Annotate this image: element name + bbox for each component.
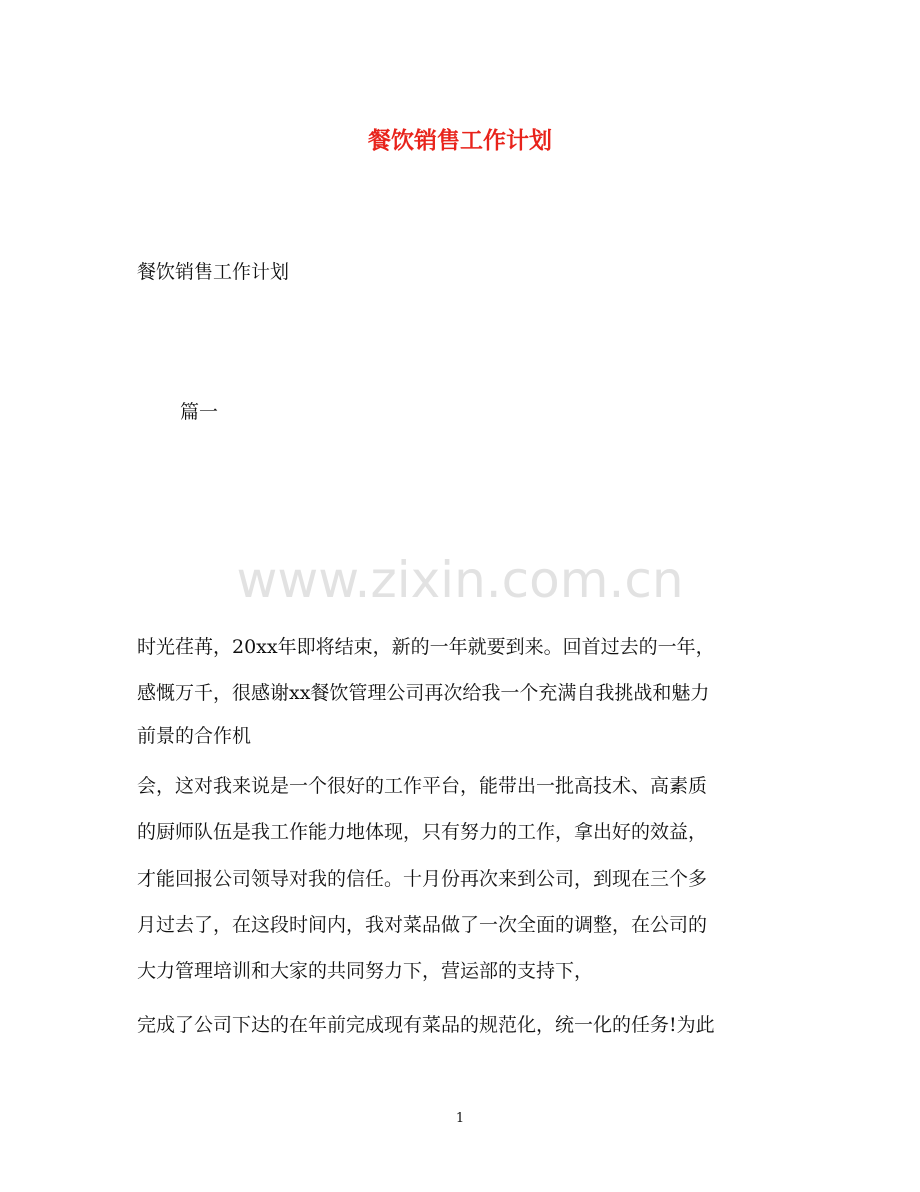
body-line: 感慨万千，很感谢xx餐饮管理公司再次给我一个充满自我挑战和魅力 — [137, 682, 710, 704]
body-line: 的厨师队伍是我工作能力地体现，只有努力的工作，拿出好的效益， — [137, 821, 708, 843]
body-line: 月过去了，在这段时间内，我对菜品做了一次全面的调整，在公司的 — [137, 914, 708, 936]
body-line: 才能回报公司领导对我的信任。十月份再次来到公司，到现在三个多 — [137, 868, 708, 890]
body-line: 时光荏苒，20xx年即将结束，新的一年就要到来。回首过去的一年， — [137, 636, 715, 658]
body-line: 会，这对我来说是一个很好的工作平台，能带出一批高技术、高素质 — [137, 775, 708, 797]
page-number: 1 — [455, 1111, 465, 1126]
body-line: 完成了公司下达的在年前完成现有菜品的规范化，统一化的任务!为此 — [137, 1014, 715, 1036]
section-heading: 篇一 — [180, 401, 219, 423]
page-title: 餐饮销售工作计划 — [368, 127, 552, 154]
watermark: www.zixin.com.cn — [236, 551, 684, 609]
document-subtitle: 餐饮销售工作计划 — [137, 261, 290, 283]
body-line: 前景的合作机 — [137, 725, 252, 747]
body-line: 大力管理培训和大家的共同努力下，营运部的支持下， — [137, 960, 594, 982]
